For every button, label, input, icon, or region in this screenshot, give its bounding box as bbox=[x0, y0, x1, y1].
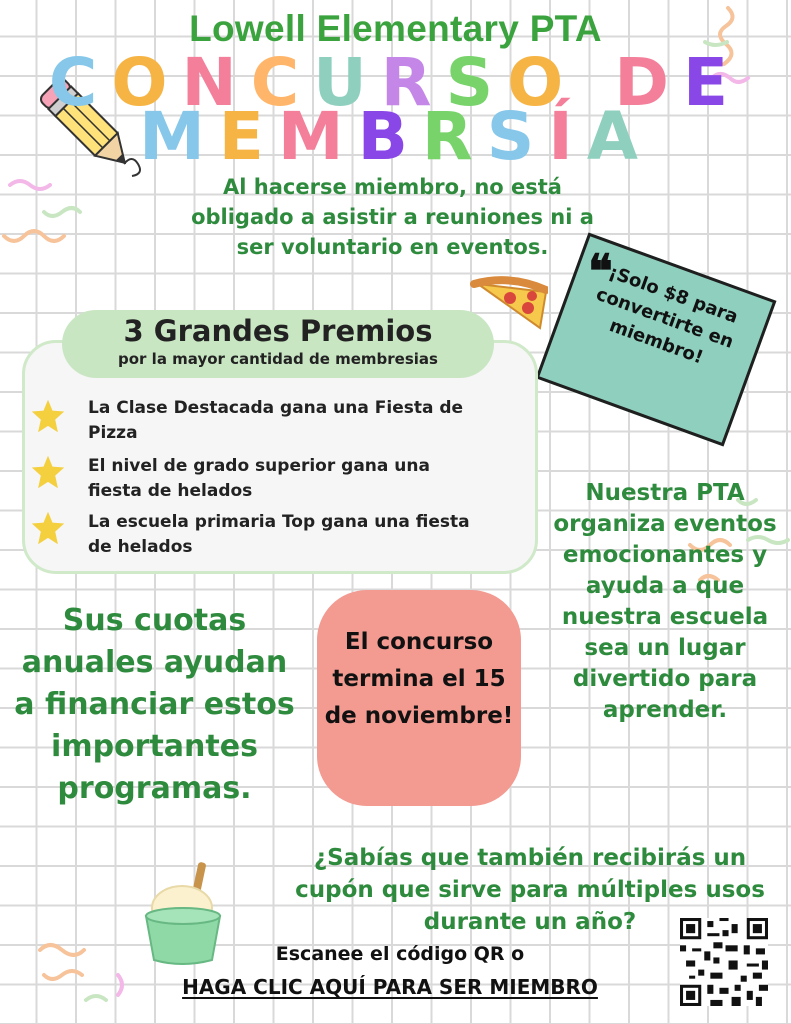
page-title-line2 bbox=[0, 98, 791, 175]
title-letter: R bbox=[380, 44, 446, 121]
membership-price-text: ¡Solo $8 para convertirte en miembro! bbox=[593, 261, 741, 369]
title-letter: M bbox=[277, 98, 358, 175]
title-letter: C bbox=[250, 44, 314, 121]
prize-text: La Clase Destacada gana una Fiesta de Pizza bbox=[88, 398, 464, 443]
title-letter: A bbox=[586, 98, 652, 175]
school-title: Lowell Elementary PTA bbox=[189, 8, 602, 49]
title-letter: D bbox=[614, 44, 683, 121]
title-letter: O bbox=[507, 44, 578, 121]
prizes-title: 3 Grandes Premios bbox=[123, 314, 433, 348]
prizes-subtitle: por la mayor cantidad de membresias bbox=[118, 350, 438, 368]
title-letter: S bbox=[445, 44, 508, 121]
prize-text: El nivel de grado superior gana una fiesta de helados bbox=[88, 456, 430, 501]
contest-end-box bbox=[317, 590, 521, 806]
intro-text: Al hacerse miembro, no está obligado a asistir a reuniones ni a ser voluntario en eventos. bbox=[191, 175, 594, 259]
star-icon bbox=[30, 454, 66, 490]
title-letter: C bbox=[48, 44, 112, 121]
title-letter: B bbox=[357, 98, 422, 175]
contest-end-text: El concurso termina el 15 de noviembre! bbox=[324, 629, 514, 729]
title-letter: R bbox=[421, 98, 487, 175]
title-letter: M bbox=[139, 98, 219, 175]
quote-icon: ❝ bbox=[588, 244, 613, 298]
title-letter: E bbox=[218, 98, 278, 175]
title-letter: S bbox=[486, 98, 549, 175]
title-letter: Í bbox=[548, 98, 587, 175]
dues-text: Sus cuotas anuales ayudan a financiar estos importantes programas. bbox=[14, 603, 295, 806]
title-letter: U bbox=[313, 44, 381, 121]
title-letter: O bbox=[111, 44, 182, 121]
prizes-header bbox=[62, 310, 494, 378]
title-letter: N bbox=[181, 44, 251, 121]
coupon-question: ¿Sabías que también recibirás un cupón que sirve para múltiples usos durante un año? bbox=[295, 845, 765, 935]
prize-text: La escuela primaria Top gana una fiesta de helados bbox=[88, 512, 470, 557]
scan-qr-text: Escanee el código QR o bbox=[275, 943, 525, 965]
pta-events-text: Nuestra PTA organiza eventos emocionantes y ayuda a que nuestra escuela sea un lugar divertido para aprender. bbox=[553, 480, 777, 723]
qr-code-icon[interactable] bbox=[680, 918, 768, 1006]
title-letter: E bbox=[683, 44, 743, 121]
star-icon bbox=[30, 510, 66, 546]
join-link[interactable]: HAGA CLIC AQUÍ PARA SER MIEMBRO bbox=[182, 975, 598, 999]
star-icon bbox=[30, 398, 66, 434]
